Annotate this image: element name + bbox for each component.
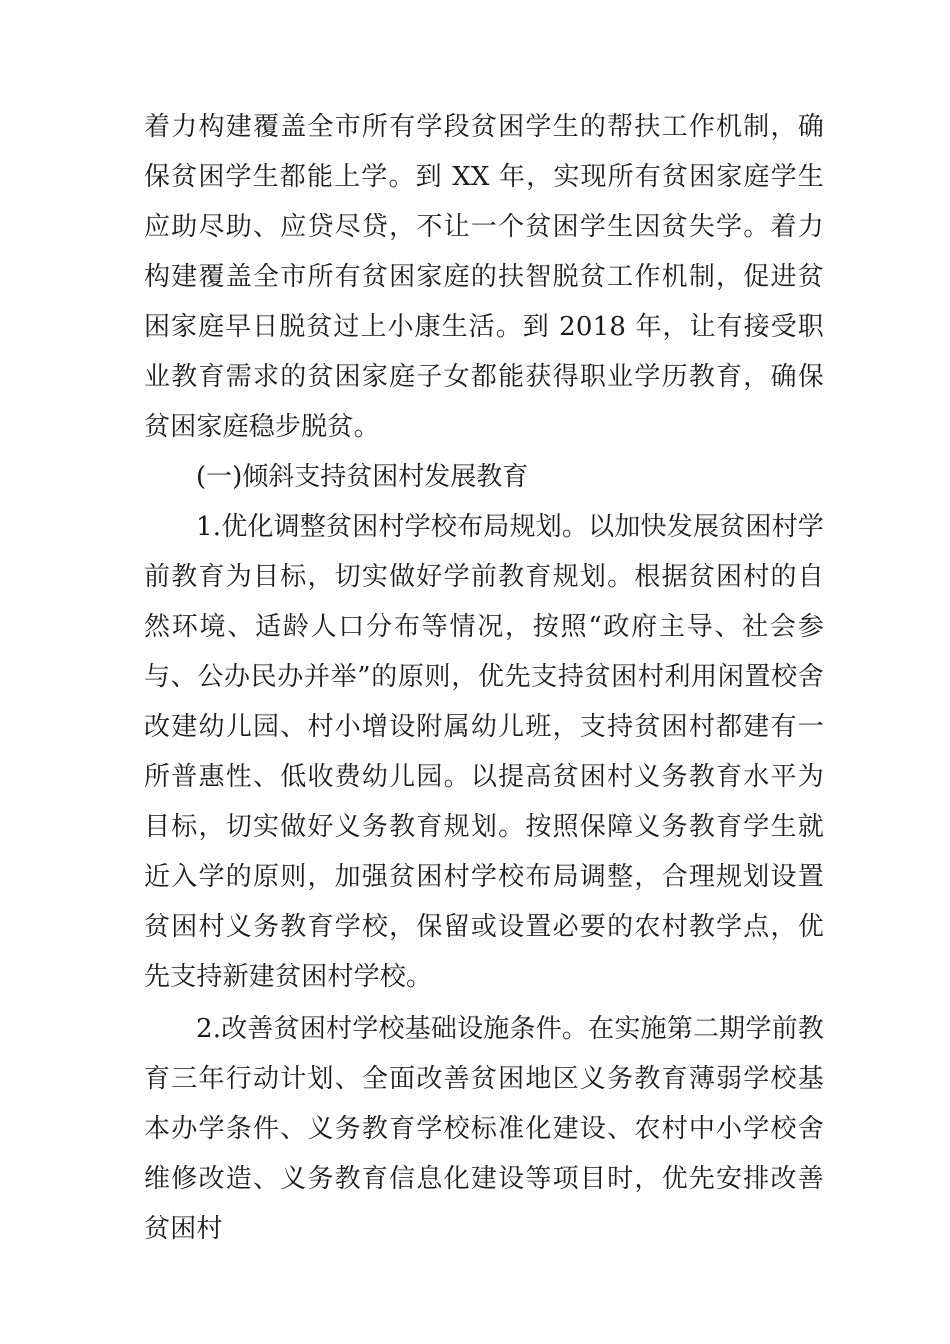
list-item: 1.优化调整贫困村学校布局规划。以加快发展贫困村学前教育为目标，切实做好学前教育规划。根据贫困村的自然环境、适龄人口分布等情况，按照“政府主导、社会参与、公办民办并举”的原则，优先支持贫困村利用闲置校舍改建幼儿园、村小增设附属幼儿班，支持贫困村都建有一所普惠性、低收费幼儿园。以提高贫困村义务教育水平为目标，切实做好义务教育规划。按照保障义务教育学生就近入学的原则，加强贫困村学校布局调整，合理规划设置贫困村义务教育学校，保留或设置必要的农村教学点，优先支持新建贫困村学校。 <box>144 512 824 992</box>
intro-paragraph: 着力构建覆盖全市所有学段贫困学生的帮扶工作机制，确保贫困学生都能上学。到 XX 年，实现所有贫困家庭学生应助尽助、应贷尽贷，不让一个贫困学生因贫失学。着力构建覆盖全市所有贫困家庭的扶智脱贫工作机制，促进贫困家庭早日脱贫过上小康生活。到 2018 年，让有接受职业教育需求的贫困家庭子女都能获得职业学历教育，确保贫困家庭稳步脱贫。 <box>144 112 824 442</box>
list-item: 2.改善贫困村学校基础设施条件。在实施第二期学前教育三年行动计划、全面改善贫困地区义务教育薄弱学校基本办学条件、义务教育学校标准化建设、农村中小学校舍维修改造、义务教育信息化建设等项目时，优先安排改善贫困村 <box>144 1014 824 1244</box>
document-page <box>144 102 824 1254</box>
section-heading: (一)倾斜支持贫困村发展教育 <box>196 462 529 492</box>
